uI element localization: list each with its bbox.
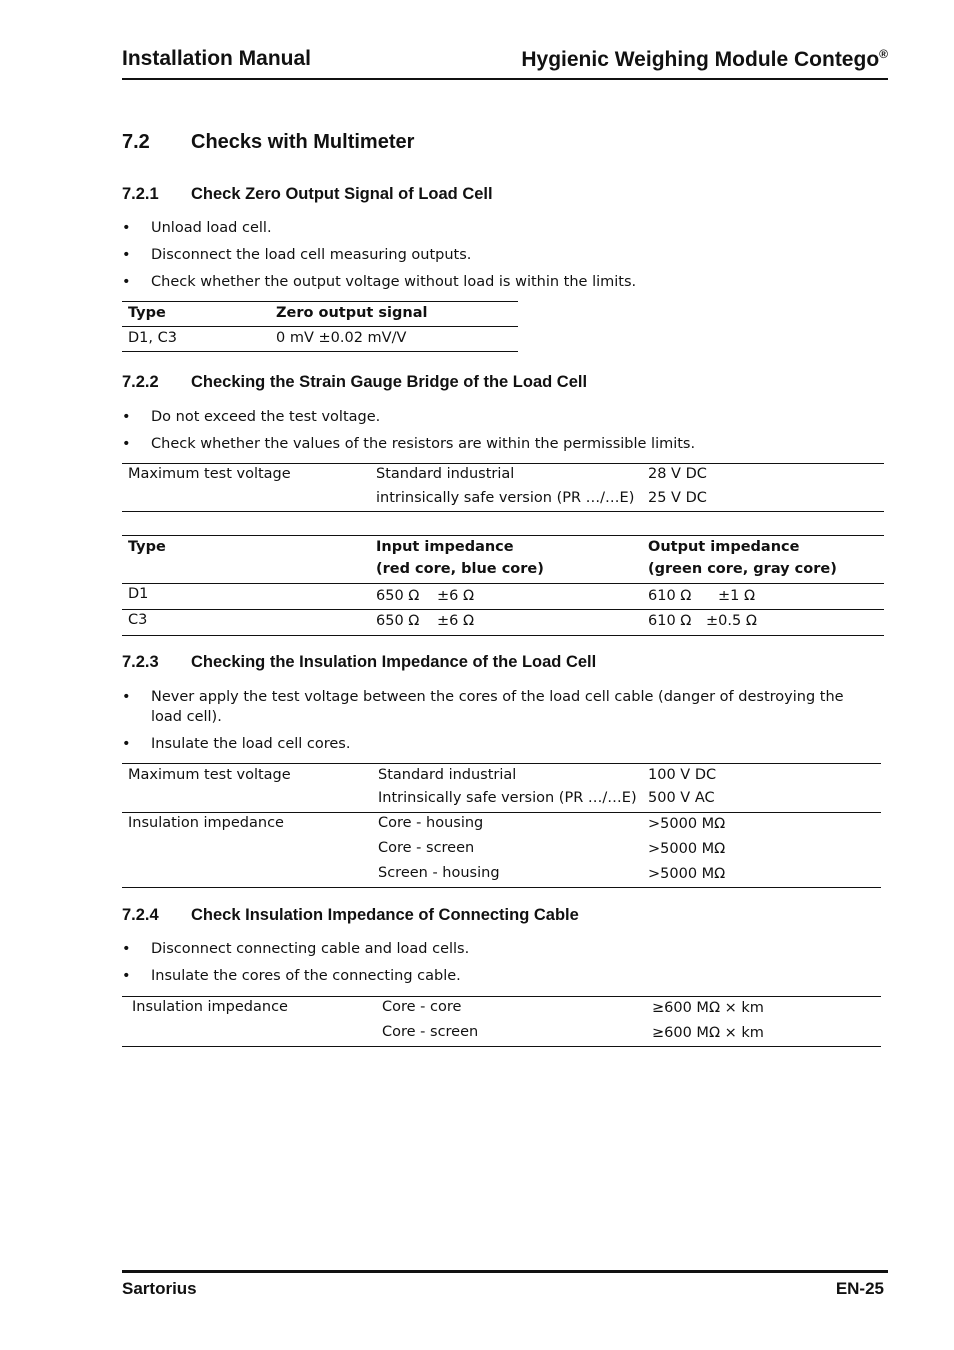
- list-item-text: Insulate the load cell cores.: [151, 736, 351, 752]
- table-cell: ≥600 MΩ × km: [652, 1025, 764, 1041]
- subsection-number: 7.2.1: [122, 185, 159, 203]
- footer-company: Sartorius: [122, 1279, 197, 1298]
- table-cell: Core - screen: [382, 1024, 479, 1040]
- table-rule: [122, 351, 518, 352]
- table-cell: 650 Ω: [376, 613, 420, 629]
- bullet: •: [122, 220, 131, 236]
- table-cell: 610 Ω: [648, 588, 692, 604]
- bullet: •: [122, 736, 131, 752]
- list-item-text: Never apply the test voltage between the cores of the load cell cable (danger of destroying the load cell).: [151, 689, 844, 725]
- table-cell: 610 Ω: [648, 613, 692, 629]
- list-item-text: Disconnect connecting cable and load cells.: [151, 941, 470, 957]
- list-item-text: Do not exceed the test voltage.: [151, 409, 381, 425]
- table-rule: [122, 763, 881, 764]
- table-cell: ≥600 MΩ × km: [652, 1000, 764, 1016]
- table-cell: 500 V AC: [648, 790, 715, 806]
- section-heading: [122, 131, 722, 157]
- subsection-title: Checking the Insulation Impedance of the Load Cell: [191, 653, 597, 671]
- table-header-cell: Output impedance: [648, 539, 800, 555]
- table-rule: [122, 887, 881, 888]
- table-cell: Intrinsically safe version (PR …/…E): [378, 790, 637, 806]
- page-number: EN-25: [835, 1279, 884, 1298]
- bullet: •: [122, 274, 131, 290]
- table-header-cell: Zero output signal: [276, 305, 428, 321]
- subsection-title: Checking the Strain Gauge Bridge of the Load Cell: [191, 373, 588, 391]
- table-rule: [122, 1046, 881, 1047]
- table-cell: >5000 MΩ: [648, 841, 726, 857]
- subsection-number: 7.2.3: [122, 653, 159, 671]
- table-rule: [122, 812, 881, 813]
- table-rule: [122, 535, 884, 536]
- table-cell: Insulation impedance: [128, 815, 284, 831]
- table-cell: D1: [128, 586, 149, 602]
- table-rule: [122, 463, 884, 464]
- table-header-cell: (red core, blue core): [376, 561, 544, 577]
- table-cell: Core - screen: [378, 840, 475, 856]
- table-cell: C3: [128, 612, 148, 628]
- table-rule: [122, 326, 518, 327]
- registered-mark: ®: [879, 47, 888, 61]
- table-cell: 28 V DC: [648, 466, 707, 482]
- list-item-text: Check whether the output voltage without load is within the limits.: [151, 274, 637, 290]
- table-header-cell: Type: [128, 305, 166, 321]
- subsection-number: 7.2.4: [122, 906, 159, 924]
- list-item-text: Check whether the values of the resistors are within the permissible limits.: [151, 436, 696, 452]
- list-item-text: Unload load cell.: [151, 220, 272, 236]
- table-cell: ±0.5 Ω: [706, 613, 757, 629]
- table-cell: Maximum test voltage: [128, 466, 291, 482]
- table-cell: Screen - housing: [378, 865, 500, 881]
- section-title: Checks with Multimeter: [191, 131, 415, 153]
- table-rule: [122, 609, 884, 610]
- table-cell: 25 V DC: [648, 490, 707, 506]
- table-cell: Standard industrial: [376, 466, 515, 482]
- table-header-cell: Input impedance: [376, 539, 514, 555]
- section-number: 7.2: [122, 131, 150, 153]
- header-right: Hygienic Weighing Module Contego®: [521, 47, 888, 71]
- subsection-heading-2: [122, 373, 822, 395]
- table-cell: ±6 Ω: [437, 613, 475, 629]
- table-rule: [122, 996, 881, 997]
- table-cell: intrinsically safe version (PR …/…E): [376, 490, 635, 506]
- table-header-cell: (green core, gray core): [648, 561, 837, 577]
- list-item-text: Insulate the cores of the connecting cable.: [151, 968, 461, 984]
- table-cell: D1, C3: [128, 330, 177, 346]
- subsection-number: 7.2.2: [122, 373, 159, 391]
- table-cell: 0 mV ±0.02 mV/V: [276, 330, 407, 346]
- subsection-heading-4: [122, 906, 822, 928]
- table-cell: Standard industrial: [378, 767, 517, 783]
- table-cell: Insulation impedance: [132, 999, 288, 1015]
- bullet: •: [122, 409, 131, 425]
- list-item-text: Disconnect the load cell measuring outputs.: [151, 247, 472, 263]
- table-cell: ±1 Ω: [718, 588, 756, 604]
- subsection-title: Check Zero Output Signal of Load Cell: [191, 185, 493, 203]
- table-cell: Core - housing: [378, 815, 484, 831]
- header-left: Installation Manual: [122, 47, 312, 70]
- table-cell: Maximum test voltage: [128, 767, 291, 783]
- subsection-heading-1: [122, 185, 822, 207]
- table-cell: Core - core: [382, 999, 462, 1015]
- page-header: [122, 44, 888, 80]
- table-rule: [122, 635, 884, 636]
- bullet: •: [122, 689, 131, 705]
- table-cell: >5000 MΩ: [648, 816, 726, 832]
- table-cell: 100 V DC: [648, 767, 717, 783]
- subsection-heading-3: [122, 653, 822, 675]
- table-cell: >5000 MΩ: [648, 866, 726, 882]
- bullet: •: [122, 968, 131, 984]
- subsection-title: Check Insulation Impedance of Connecting Cable: [191, 906, 579, 924]
- bullet: •: [122, 247, 131, 263]
- table-cell: 650 Ω: [376, 588, 420, 604]
- page-footer: [122, 1270, 888, 1298]
- table-cell: ±6 Ω: [437, 588, 475, 604]
- table-rule: [122, 511, 884, 512]
- bullet: •: [122, 941, 131, 957]
- table-rule: [122, 301, 518, 302]
- table-header-cell: Type: [128, 539, 166, 555]
- bullet: •: [122, 436, 131, 452]
- table-rule: [122, 583, 884, 584]
